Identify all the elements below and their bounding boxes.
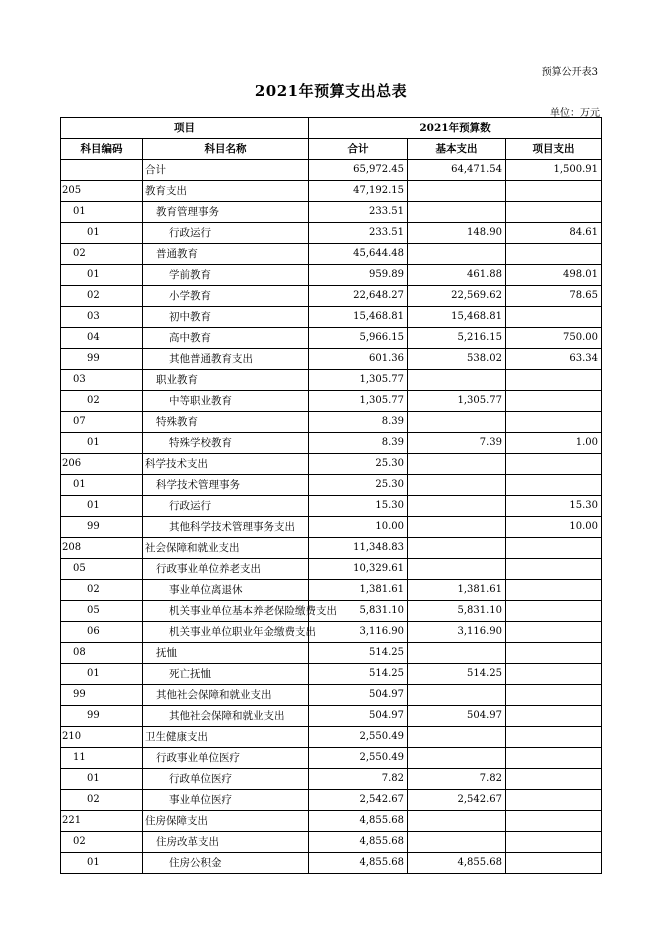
row-code: 02 <box>61 790 143 811</box>
row-total: 25.30 <box>309 454 408 475</box>
row-name: 合计 <box>143 160 309 181</box>
row-basic <box>408 811 506 832</box>
row-total: 2,550.49 <box>309 748 408 769</box>
row-name: 中等职业教育 <box>143 391 309 412</box>
row-code: 03 <box>61 370 143 391</box>
table-row <box>61 853 602 874</box>
row-code: 205 <box>61 181 143 202</box>
header-budget: 2021年预算数 <box>309 118 602 139</box>
row-total: 514.25 <box>309 664 408 685</box>
row-name: 科学技术管理事务 <box>143 475 309 496</box>
row-basic <box>408 538 506 559</box>
row-total: 45,644.48 <box>309 244 408 265</box>
row-code: 99 <box>61 706 143 727</box>
row-basic: 504.97 <box>408 706 506 727</box>
row-name: 社会保障和就业支出 <box>143 538 309 559</box>
row-project <box>506 622 602 643</box>
row-project <box>506 181 602 202</box>
table-row <box>61 580 602 601</box>
row-code: 01 <box>61 265 143 286</box>
row-total: 1,305.77 <box>309 370 408 391</box>
row-project: 78.65 <box>506 286 602 307</box>
header-basic: 基本支出 <box>408 139 506 160</box>
row-name: 住房公积金 <box>143 853 309 874</box>
row-basic: 4,855.68 <box>408 853 506 874</box>
table-row <box>61 748 602 769</box>
row-name: 特殊教育 <box>143 412 309 433</box>
row-total: 2,550.49 <box>309 727 408 748</box>
row-project <box>506 706 602 727</box>
row-total: 514.25 <box>309 643 408 664</box>
row-basic: 64,471.54 <box>408 160 506 181</box>
row-name: 小学教育 <box>143 286 309 307</box>
table-row <box>61 517 602 538</box>
row-basic <box>408 475 506 496</box>
row-name: 其他社会保障和就业支出 <box>143 706 309 727</box>
table-row <box>61 328 602 349</box>
row-basic <box>408 517 506 538</box>
row-project <box>506 811 602 832</box>
row-name: 行政事业单位养老支出 <box>143 559 309 580</box>
row-name: 其他科学技术管理事务支出 <box>143 517 309 538</box>
row-total: 3,116.90 <box>309 622 408 643</box>
row-total: 15.30 <box>309 496 408 517</box>
row-code: 11 <box>61 748 143 769</box>
row-name: 住房改革支出 <box>143 832 309 853</box>
row-basic <box>408 496 506 517</box>
row-project: 1,500.91 <box>506 160 602 181</box>
table-row <box>61 559 602 580</box>
table-row <box>61 454 602 475</box>
row-total: 11,348.83 <box>309 538 408 559</box>
row-project <box>506 853 602 874</box>
header-total: 合计 <box>309 139 408 160</box>
row-project <box>506 307 602 328</box>
row-project <box>506 391 602 412</box>
row-code: 02 <box>61 580 143 601</box>
row-basic: 1,305.77 <box>408 391 506 412</box>
table-row <box>61 391 602 412</box>
row-code: 02 <box>61 832 143 853</box>
row-code: 04 <box>61 328 143 349</box>
row-code: 210 <box>61 727 143 748</box>
table-row <box>61 769 602 790</box>
row-code: 206 <box>61 454 143 475</box>
table-row <box>61 244 602 265</box>
table-row <box>61 160 602 181</box>
row-code: 01 <box>61 664 143 685</box>
row-project <box>506 538 602 559</box>
row-name: 行政事业单位医疗 <box>143 748 309 769</box>
row-name: 初中教育 <box>143 307 309 328</box>
row-project <box>506 727 602 748</box>
row-basic: 7.82 <box>408 769 506 790</box>
row-name: 其他普通教育支出 <box>143 349 309 370</box>
row-name: 学前教育 <box>143 265 309 286</box>
table-row <box>61 181 602 202</box>
row-basic <box>408 727 506 748</box>
row-project: 84.61 <box>506 223 602 244</box>
budget-table <box>60 117 602 874</box>
header-project-expenditure: 项目支出 <box>506 139 602 160</box>
row-project: 15.30 <box>506 496 602 517</box>
row-name: 事业单位医疗 <box>143 790 309 811</box>
row-basic: 514.25 <box>408 664 506 685</box>
row-project <box>506 454 602 475</box>
row-basic <box>408 748 506 769</box>
row-basic <box>408 454 506 475</box>
row-basic: 15,468.81 <box>408 307 506 328</box>
row-project <box>506 769 602 790</box>
row-name: 教育管理事务 <box>143 202 309 223</box>
row-basic: 148.90 <box>408 223 506 244</box>
row-name: 教育支出 <box>143 181 309 202</box>
row-name: 高中教育 <box>143 328 309 349</box>
row-basic: 2,542.67 <box>408 790 506 811</box>
row-project: 498.01 <box>506 265 602 286</box>
row-name: 行政运行 <box>143 496 309 517</box>
row-code: 03 <box>61 307 143 328</box>
row-total: 8.39 <box>309 412 408 433</box>
row-project <box>506 832 602 853</box>
unit-label: 单位：万元 <box>550 108 600 119</box>
row-project: 63.34 <box>506 349 602 370</box>
table-row <box>61 433 602 454</box>
row-code: 01 <box>61 475 143 496</box>
row-total: 22,648.27 <box>309 286 408 307</box>
row-total: 601.36 <box>309 349 408 370</box>
table-row <box>61 307 602 328</box>
row-name: 抚恤 <box>143 643 309 664</box>
row-code: 02 <box>61 244 143 265</box>
row-basic <box>408 832 506 853</box>
row-basic: 538.02 <box>408 349 506 370</box>
row-name: 普通教育 <box>143 244 309 265</box>
table-row <box>61 223 602 244</box>
row-total: 959.89 <box>309 265 408 286</box>
row-total: 233.51 <box>309 202 408 223</box>
row-basic: 5,216.15 <box>408 328 506 349</box>
row-name: 事业单位离退休 <box>143 580 309 601</box>
page-title: 2021年预算支出总表 <box>254 82 408 100</box>
row-total: 5,831.10 <box>309 601 408 622</box>
header-row-2 <box>61 139 602 160</box>
row-project <box>506 370 602 391</box>
row-project <box>506 412 602 433</box>
table-row <box>61 706 602 727</box>
row-basic <box>408 244 506 265</box>
row-code: 06 <box>61 622 143 643</box>
row-total: 10.00 <box>309 517 408 538</box>
row-total: 1,305.77 <box>309 391 408 412</box>
table-row <box>61 685 602 706</box>
row-code: 07 <box>61 412 143 433</box>
row-code: 99 <box>61 349 143 370</box>
row-basic: 1,381.61 <box>408 580 506 601</box>
table-row <box>61 832 602 853</box>
table-row <box>61 790 602 811</box>
row-code: 01 <box>61 223 143 244</box>
row-name: 职业教育 <box>143 370 309 391</box>
row-total: 15,468.81 <box>309 307 408 328</box>
row-project: 750.00 <box>506 328 602 349</box>
row-total: 4,855.68 <box>309 832 408 853</box>
row-total: 65,972.45 <box>309 160 408 181</box>
row-project <box>506 601 602 622</box>
row-name: 住房保障支出 <box>143 811 309 832</box>
row-total: 47,192.15 <box>309 181 408 202</box>
form-number: 预算公开表3 <box>541 67 598 78</box>
row-project <box>506 244 602 265</box>
row-code: 01 <box>61 202 143 223</box>
row-total: 4,855.68 <box>309 853 408 874</box>
row-name: 机关事业单位基本养老保险缴费支出 <box>143 601 309 622</box>
row-basic <box>408 181 506 202</box>
table-row <box>61 265 602 286</box>
row-name: 机关事业单位职业年金缴费支出 <box>143 622 309 643</box>
row-total: 10,329.61 <box>309 559 408 580</box>
row-code: 01 <box>61 433 143 454</box>
row-name: 死亡抚恤 <box>143 664 309 685</box>
row-basic: 7.39 <box>408 433 506 454</box>
table-row <box>61 349 602 370</box>
row-basic: 461.88 <box>408 265 506 286</box>
row-project <box>506 475 602 496</box>
row-code: 02 <box>61 391 143 412</box>
row-total: 2,542.67 <box>309 790 408 811</box>
row-code: 05 <box>61 559 143 580</box>
table-row <box>61 286 602 307</box>
row-name: 其他社会保障和就业支出 <box>143 685 309 706</box>
row-total: 25.30 <box>309 475 408 496</box>
header-name: 科目名称 <box>143 139 309 160</box>
row-total: 233.51 <box>309 223 408 244</box>
table-row <box>61 412 602 433</box>
row-code: 208 <box>61 538 143 559</box>
row-project: 10.00 <box>506 517 602 538</box>
row-total: 4,855.68 <box>309 811 408 832</box>
row-basic <box>408 412 506 433</box>
row-basic: 3,116.90 <box>408 622 506 643</box>
row-code: 01 <box>61 496 143 517</box>
table-row <box>61 475 602 496</box>
row-basic <box>408 202 506 223</box>
table-row <box>61 727 602 748</box>
row-basic: 22,569.62 <box>408 286 506 307</box>
row-basic: 5,831.10 <box>408 601 506 622</box>
row-code: 05 <box>61 601 143 622</box>
row-project <box>506 790 602 811</box>
table-row <box>61 622 602 643</box>
table-row <box>61 538 602 559</box>
row-code: 01 <box>61 769 143 790</box>
row-project <box>506 559 602 580</box>
header-code: 科目编码 <box>61 139 143 160</box>
header-project: 项目 <box>61 118 309 139</box>
row-name: 卫生健康支出 <box>143 727 309 748</box>
table-row <box>61 601 602 622</box>
row-project <box>506 748 602 769</box>
row-total: 504.97 <box>309 706 408 727</box>
row-code: 02 <box>61 286 143 307</box>
row-name: 特殊学校教育 <box>143 433 309 454</box>
row-total: 5,966.15 <box>309 328 408 349</box>
row-project <box>506 685 602 706</box>
row-basic <box>408 559 506 580</box>
table-row <box>61 811 602 832</box>
row-project <box>506 643 602 664</box>
row-project <box>506 664 602 685</box>
row-basic <box>408 685 506 706</box>
table-row <box>61 664 602 685</box>
row-code: 99 <box>61 517 143 538</box>
row-total: 7.82 <box>309 769 408 790</box>
row-basic <box>408 643 506 664</box>
row-project <box>506 202 602 223</box>
row-basic <box>408 370 506 391</box>
table-row <box>61 496 602 517</box>
table-row <box>61 370 602 391</box>
row-project: 1.00 <box>506 433 602 454</box>
table-row <box>61 202 602 223</box>
table-row <box>61 643 602 664</box>
row-name: 科学技术支出 <box>143 454 309 475</box>
row-code: 01 <box>61 853 143 874</box>
header-row-1 <box>61 118 602 139</box>
row-code <box>61 160 143 181</box>
row-total: 504.97 <box>309 685 408 706</box>
row-total: 8.39 <box>309 433 408 454</box>
row-total: 1,381.61 <box>309 580 408 601</box>
row-code: 08 <box>61 643 143 664</box>
row-name: 行政单位医疗 <box>143 769 309 790</box>
row-name: 行政运行 <box>143 223 309 244</box>
row-code: 99 <box>61 685 143 706</box>
row-code: 221 <box>61 811 143 832</box>
row-project <box>506 580 602 601</box>
